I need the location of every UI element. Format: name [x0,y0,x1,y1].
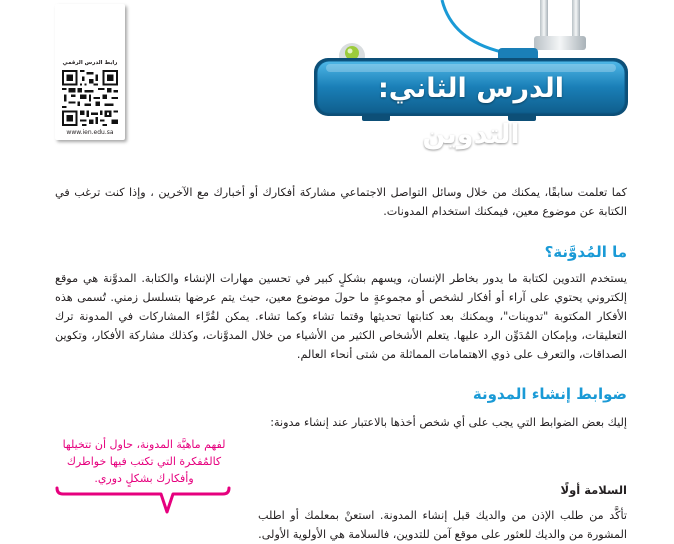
section-heading-blog-rules: ضوابط إنشاء المدونة [472,385,627,403]
blog-rules-paragraph: إليك بعض الضوابط التي يجب على أي شخص أخذها بالاعتبار عند إنشاء مدونة: [270,416,627,429]
digital-lesson-qr-card[interactable] [55,4,125,140]
qr-url[interactable]: www.ien.edu.sa [66,129,114,136]
qr-caption: رابط الدرس الرقمي [62,60,118,66]
safety-paragraph: تأكَّد من طلب الإذن من والديك قبل إنشاء المدونة. استعنْ بمعلمك أو اطلب المشورة من والديك للعثور على موقع آمن للتدوين، فالسلامة هي الأولوية الأولى. [258,509,627,541]
subheading-safety-first: السلامة أولًا [560,483,627,497]
lesson-title: الدرس الثاني: التدوين [378,73,564,150]
qr-code-icon[interactable] [62,70,118,126]
callout-tip-text: لفهم ماهيَّة المدونة، حاول أن تتخيلها كالمُفكرة التي تكتب فيها خواطرك وأفكارك بشكلٍ دوري. [62,438,226,485]
what-is-blog-paragraph: يستخدم التدوين لكتابة ما يدور بخاطر الإنسان، ويسهم بشكلٍ كبير في تحسين مهارات الإنشاء والكتابة. المدوَّنة هي موقع إلكتروني يحتوي على آراء أو أفكار لشخص أو مجموعةٍ ما حولَ موضوع معين، حيث يتم عرضها بتسلسل زمني. تُسمى هذه الأفكار المكتوبة "تدوينات"، ويمكنك بعد كتابتها تحديثها وقتما تشاء وكما تشاء. يمكن لقُرَّاء المشاركات في المدونة ترك التعليقات، وبإمكان المُدَوِّن الرد عليها. يتعلم الأشخاص الكثير من الأشياء من خلال المدوَّنات، وكذلك مشاركة الأفكار، وتكوين الصداقات، والتعرف على ذوي الاهتمامات المماثلة من شتى أنحاء العالم. [55,272,627,361]
intro-paragraph: كما تعلمت سابقًا، يمكنك من خلال وسائل التواصل الاجتماعي مشاركة أفكارك أو أخبارك مع الآخرين ، وإذا كنت ترغب في الكتابة عن موضوع معين، فيمكنك استخدام المدونات. [55,186,627,218]
section-heading-what-is-blog: ما المُدوَّنة؟ [544,243,627,261]
